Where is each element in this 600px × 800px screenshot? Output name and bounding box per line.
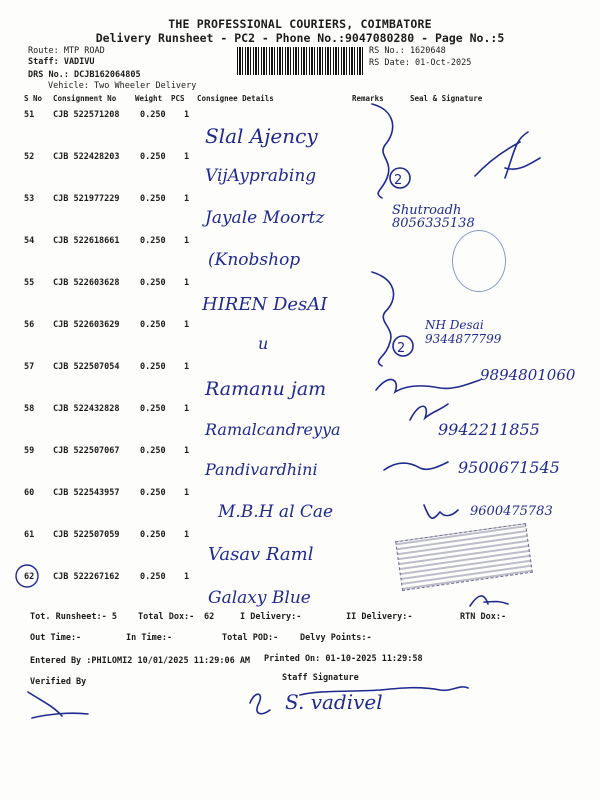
handwritten-consignee: VijAyprabing xyxy=(205,166,317,186)
drs-number: DRS No.: DCJB162064805 xyxy=(28,70,141,80)
row-consignment: CJB 522618661 xyxy=(53,236,120,246)
row-consignment: CJB 522571208 xyxy=(53,110,120,120)
row-sno: 59 xyxy=(24,446,35,456)
handwritten-remark: Shutroadh 8056335138 xyxy=(392,203,475,231)
row-consignment: CJB 522507054 xyxy=(53,362,120,372)
row-pcs: 1 xyxy=(184,362,190,372)
row-pcs: 1 xyxy=(184,530,190,540)
row-pcs: 1 xyxy=(184,236,190,246)
row-pcs: 1 xyxy=(184,152,190,162)
col-header-consignee: Consignee Details xyxy=(197,94,274,103)
row-pcs: 1 xyxy=(184,194,190,204)
runsheet-subtitle: Delivery Runsheet - PC2 - Phone No.:9047080280 - Page No.:5 xyxy=(95,31,505,45)
row-sno: 51 xyxy=(24,110,35,120)
handwritten-consignee: Slal Ajency xyxy=(205,124,318,148)
row-weight: 0.250 xyxy=(140,530,166,540)
handwritten-consignee: Jayale Moortz xyxy=(205,208,325,228)
svg-text:2: 2 xyxy=(397,341,406,356)
row-consignment: CJB 522428203 xyxy=(53,152,120,162)
row-sno: 61 xyxy=(24,530,35,540)
company-title: THE PROFESSIONAL COURIERS, COIMBATORE xyxy=(168,17,432,31)
in-time-label: In Time:- xyxy=(126,633,173,643)
row-sno: 57 xyxy=(24,362,35,372)
tot-runsheet: Tot. Runsheet:- 5 xyxy=(30,612,117,622)
row-sno: 58 xyxy=(24,404,35,414)
verified-by-label: Verified By xyxy=(30,677,87,687)
row-consignment: CJB 522603628 xyxy=(53,278,120,288)
staff-label: Staff: VADIVU xyxy=(28,57,95,67)
route-label: Route: MTP ROAD xyxy=(28,46,105,56)
handwritten-consignee: Galaxy Blue xyxy=(208,588,311,608)
total-dox-label: Total Dox:- xyxy=(138,612,195,622)
row-consignment: CJB 522507067 xyxy=(53,446,120,456)
rs-number: RS No.: 1620648 xyxy=(369,46,446,56)
row-weight: 0.250 xyxy=(140,194,166,204)
row-sno: 60 xyxy=(24,488,35,498)
row-sno: 56 xyxy=(24,320,35,330)
handwritten-remark: NH Desai 9344877799 xyxy=(425,318,502,346)
row-weight: 0.250 xyxy=(140,110,166,120)
row-weight: 0.250 xyxy=(140,488,166,498)
row-pcs: 1 xyxy=(184,320,190,330)
row-consignment: CJB 522543957 xyxy=(53,488,120,498)
row-weight: 0.250 xyxy=(140,446,166,456)
rs-date: RS Date: 01-Oct-2025 xyxy=(369,58,472,68)
col-header-seal: Seal & Signature xyxy=(410,94,483,103)
row-pcs: 1 xyxy=(184,446,190,456)
row-weight: 0.250 xyxy=(140,572,166,582)
row-pcs: 1 xyxy=(184,572,190,582)
i-delivery-label: I Delivery:- xyxy=(240,612,302,622)
handwritten-consignee: Ramanu jam xyxy=(205,378,327,400)
out-time-label: Out Time:- xyxy=(30,633,82,643)
row-weight: 0.250 xyxy=(140,152,166,162)
row-weight: 0.250 xyxy=(140,362,166,372)
handwritten-consignee: Ramalcandreyya xyxy=(205,420,341,439)
row-sno: 55 xyxy=(24,278,35,288)
row-weight: 0.250 xyxy=(140,404,166,414)
handwritten-remark: 9942211855 xyxy=(438,420,540,439)
row-consignment: CJB 522603629 xyxy=(53,320,120,330)
row-consignment: CJB 521977229 xyxy=(53,194,120,204)
handwritten-remark: 9500671545 xyxy=(458,458,560,477)
handwritten-remark: 9600475783 xyxy=(470,504,553,519)
col-header-weight: Weight xyxy=(135,94,163,103)
row-pcs: 1 xyxy=(184,488,190,498)
svg-text:2: 2 xyxy=(394,173,403,188)
row-weight: 0.250 xyxy=(140,236,166,246)
row-sno: 53 xyxy=(24,194,35,204)
entered-by: Entered By :PHILOMI2 10/01/2025 11:29:06 AM xyxy=(30,656,251,666)
row-pcs: 1 xyxy=(184,404,190,414)
printed-on: Printed On: 01-10-2025 11:29:58 xyxy=(264,654,423,664)
row-consignment: CJB 522267162 xyxy=(53,572,120,582)
staff-signature-label: Staff Signature xyxy=(282,673,359,683)
rtn-dox-label: RTN Dox:- xyxy=(460,612,507,622)
handwritten-consignee: M.B.H al Cae xyxy=(218,502,334,522)
row-weight: 0.250 xyxy=(140,278,166,288)
row-pcs: 1 xyxy=(184,110,190,120)
col-header-consignment: Consignment No xyxy=(53,94,117,103)
vehicle-label: Vehicle: Two Wheeler Delivery xyxy=(48,81,197,91)
handwritten-consignee: Vasav Raml xyxy=(208,544,314,565)
staff-signature-hw: S. vadivel xyxy=(285,690,383,714)
row-sno: 62 xyxy=(24,572,35,582)
handwritten-consignee: Pandivardhini xyxy=(205,460,318,479)
ii-delivery-label: II Delivery:- xyxy=(346,612,413,622)
handwritten-consignee: HIREN DesAI xyxy=(202,294,328,315)
row-sno: 54 xyxy=(24,236,35,246)
handwritten-consignee: u xyxy=(258,334,269,353)
handwritten-consignee: (Knobshop xyxy=(208,250,301,270)
col-header-remarks: Remarks xyxy=(352,94,384,103)
col-header-sno: S No xyxy=(24,94,43,103)
handwritten-remark: 9894801060 xyxy=(480,366,576,384)
total-dox-value: 62 xyxy=(204,612,215,622)
row-consignment: CJB 522432828 xyxy=(53,404,120,414)
total-pod-label: Total POD:- xyxy=(222,633,279,643)
row-sno: 52 xyxy=(24,152,35,162)
row-pcs: 1 xyxy=(184,278,190,288)
delvy-points-label: Delvy Points:- xyxy=(300,633,372,643)
row-weight: 0.250 xyxy=(140,320,166,330)
row-consignment: CJB 522507059 xyxy=(53,530,120,540)
col-header-pcs: PCS xyxy=(171,94,185,103)
